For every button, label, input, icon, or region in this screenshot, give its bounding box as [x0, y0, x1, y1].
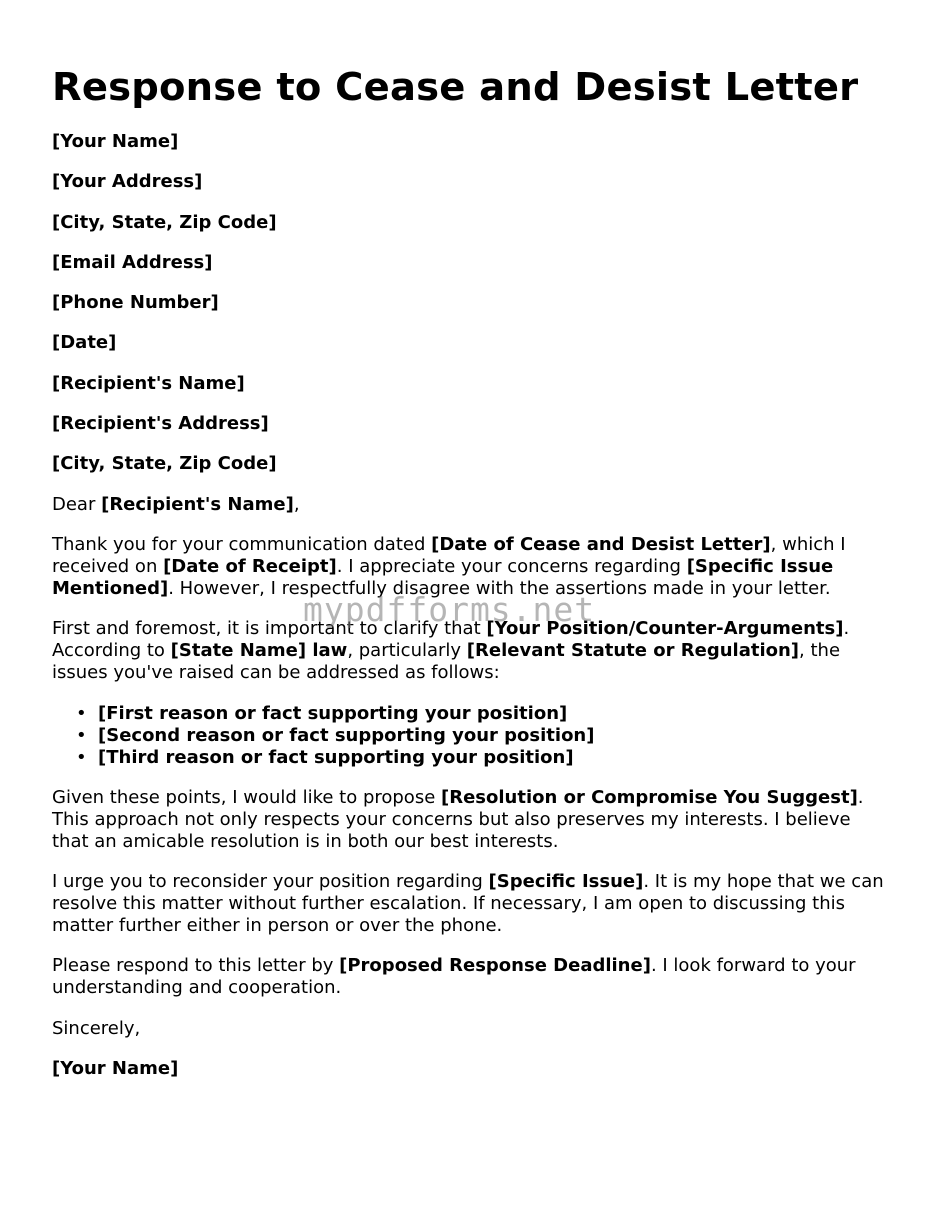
para-text: , particularly [347, 640, 467, 662]
recipient-city-state-zip: [City, State, Zip Code] [52, 453, 277, 475]
para-text: . I look forward to your understanding and cooperation. [52, 955, 856, 999]
closing: Sincerely, [52, 1017, 141, 1039]
para-text: . According to [52, 618, 850, 662]
sender-email: [Email Address] [52, 251, 213, 273]
placeholder-statute: [Relevant Statute or Regulation] [466, 640, 800, 662]
para-text: I urge you to reconsider your position regarding [52, 871, 489, 893]
placeholder-specific-issue: [Specific Issue] [488, 871, 644, 893]
bullet-icon: • [76, 724, 87, 746]
placeholder-state-law: [State Name] law [170, 640, 348, 662]
sender-city-state-zip: [City, State, Zip Code] [52, 211, 277, 233]
placeholder-position: [Your Position/Counter-Arguments] [486, 618, 844, 640]
list-item [76, 746, 892, 769]
para-text: . I appreciate your concerns regarding [336, 555, 687, 577]
recipient-name: [Recipient's Name] [52, 372, 245, 394]
letter-date: [Date] [52, 332, 117, 354]
list-item [76, 702, 892, 725]
paragraph-resolution [52, 787, 892, 853]
para-text: . It is my hope that we can resolve this matter without further escalation. If necessary, I am open to discussing this matter further either in person or over the phone. [52, 871, 884, 937]
reason-text: [Second reason or fact supporting your position] [98, 724, 595, 746]
reasons-list [52, 703, 892, 769]
placeholder-deadline: [Proposed Response Deadline] [339, 955, 651, 977]
placeholder-cease-desist-date: [Date of Cease and Desist Letter] [431, 533, 771, 555]
paragraph-reconsider [52, 871, 892, 937]
paragraph-deadline [52, 955, 892, 999]
reason-text: [First reason or fact supporting your position] [98, 702, 568, 724]
bullet-icon: • [76, 702, 87, 724]
para-text: , which I received on [52, 533, 846, 577]
placeholder-specific-issue-mentioned: [Specific Issue Mentioned] [52, 555, 834, 599]
para-text: Please respond to this letter by [52, 955, 340, 977]
placeholder-resolution: [Resolution or Compromise You Suggest] [441, 786, 858, 808]
para-text: Given these points, I would like to propose [52, 786, 441, 808]
placeholder-receipt-date: [Date of Receipt] [163, 555, 337, 577]
paragraph-intro [52, 534, 892, 600]
paragraph-position [52, 618, 892, 684]
watermark: mypdfforms.net [303, 590, 596, 629]
para-text: First and foremost, it is important to clarify that [52, 618, 487, 640]
para-text: . However, I respectfully disagree with the assertions made in your letter. [168, 577, 831, 599]
sender-phone: [Phone Number] [52, 292, 219, 314]
bullet-icon: • [76, 746, 87, 768]
recipient-address: [Recipient's Address] [52, 413, 269, 435]
para-text: , the issues you've raised can be addressed as follows: [52, 640, 841, 684]
list-item [76, 724, 892, 747]
sender-name: [Your Name] [52, 131, 179, 152]
salutation-prefix: Dear [52, 493, 102, 515]
reason-text: [Third reason or fact supporting your position] [98, 746, 574, 768]
sender-address: [Your Address] [52, 171, 203, 193]
para-text: . This approach not only respects your concerns but also preserves my interests. I believe that an amicable resolution is in both our best interests. [52, 786, 864, 852]
salutation-name: [Recipient's Name] [101, 493, 294, 515]
salutation [52, 494, 892, 516]
salutation-suffix: , [293, 493, 300, 515]
signature-name: [Your Name] [52, 1058, 179, 1080]
letter-page [52, 62, 892, 1098]
para-text: Thank you for your communication dated [52, 533, 432, 555]
page-title: Response to Cease and Desist Letter [52, 65, 859, 110]
